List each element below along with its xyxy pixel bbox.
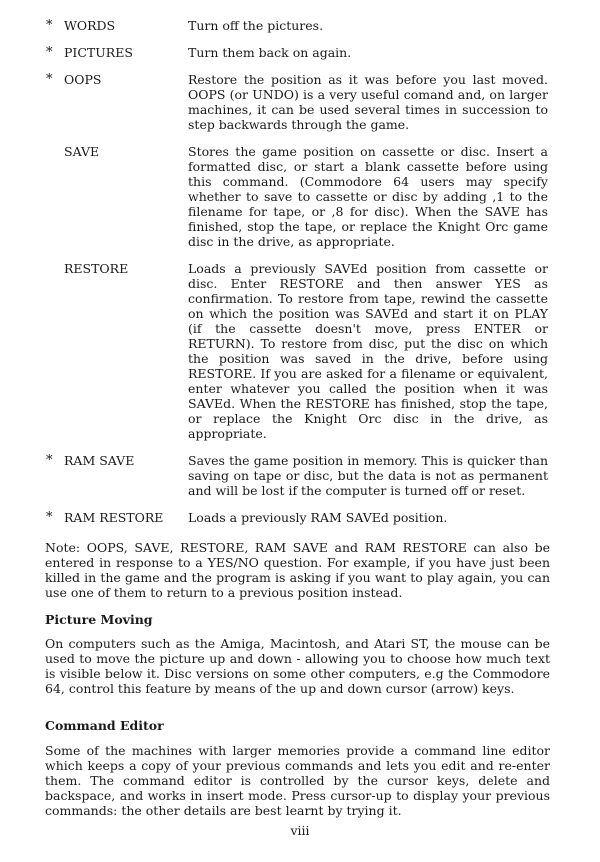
command-editor-heading: Command Editor (45, 718, 164, 733)
note-paragraph: Note: OOPS, SAVE, RESTORE, RAM SAVE and RAM RESTORE can also be entered in response to a YES/NO question. For example, if you have just been killed in the game and the program is asking if you want to play again, you can use one of them to return to a previous position instead. (45, 540, 550, 600)
command-name: WORDS (64, 18, 116, 33)
command-name: RAM RESTORE (64, 510, 164, 525)
command-description: Stores the game position on cassette or disc. Insert a formatted disc, or start a blank cassette before using this command. (Commodore 64 users may specify whether to save to cassette or disc by adding ,1 to the filename for tape, or ,8 for disc). When the SAVE has finished, stop the tape, or replace the Knight Orc game disc in the drive, as appropriate. (188, 144, 548, 249)
command-description: Restore the position as it was before you last moved. OOPS (or UNDO) is a very useful comand and, on larger machines, it can be used several times in succession to step backwards through the game. (188, 72, 548, 132)
command-entry-ram-save (0, 453, 600, 498)
command-description: Turn them back on again. (188, 45, 352, 60)
page-number: viii (290, 823, 310, 838)
star-marker: * (46, 18, 53, 33)
command-entry-save (0, 144, 600, 249)
command-name: RAM SAVE (64, 453, 135, 468)
command-entry-words (0, 18, 600, 33)
command-entry-ram-restore (0, 510, 600, 525)
command-editor-paragraph: Some of the machines with larger memories provide a command line editor which keeps a copy of your previous commands and lets you edit and re-enter them. The command editor is controlled by the cursor keys, delete and backspace, and works in insert mode. Press cursor-up to display your previous commands: the other details are best learnt by trying it. (45, 743, 550, 818)
command-description: Loads a previously RAM SAVEd position. (188, 510, 448, 525)
command-entry-oops (0, 72, 600, 132)
command-name: RESTORE (64, 261, 129, 276)
star-marker: * (46, 453, 53, 468)
command-description: Turn off the pictures. (188, 18, 324, 33)
picture-moving-heading: Picture Moving (45, 612, 153, 627)
star-marker: * (46, 45, 53, 60)
star-marker: * (46, 72, 53, 87)
command-name: SAVE (64, 144, 100, 159)
command-entry-restore (0, 261, 600, 441)
command-description: Saves the game position in memory. This is quicker than saving on tape or disc, but the data is not as permanent and will be lost if the computer is turned off or reset. (188, 453, 548, 498)
command-entry-pictures (0, 45, 600, 60)
picture-moving-paragraph: On computers such as the Amiga, Macintosh, and Atari ST, the mouse can be used to move the picture up and down - allowing you to choose how much text is visible below it. Disc versions on some other computers, e.g the Commodore 64, control this feature by means of the up and down cursor (arrow) keys. (45, 636, 550, 696)
command-name: OOPS (64, 72, 102, 87)
star-marker: * (46, 510, 53, 525)
command-name: PICTURES (64, 45, 133, 60)
command-list (0, 18, 600, 537)
command-description: Loads a previously SAVEd position from cassette or disc. Enter RESTORE and then answer YES as confirmation. To restore from tape, rewind the cassette on which the position was SAVEd and start it on PLAY (if the cassette doesn't move, press ENTER or RETURN). To restore from disc, put the disc on which the position was saved in the drive, before using RESTORE. If you are asked for a filename or equivalent, enter whatever you called the position when it was SAVEd. When the RESTORE has finished, stop the tape, or replace the Knight Orc disc in the drive, as appropriate. (188, 261, 548, 441)
